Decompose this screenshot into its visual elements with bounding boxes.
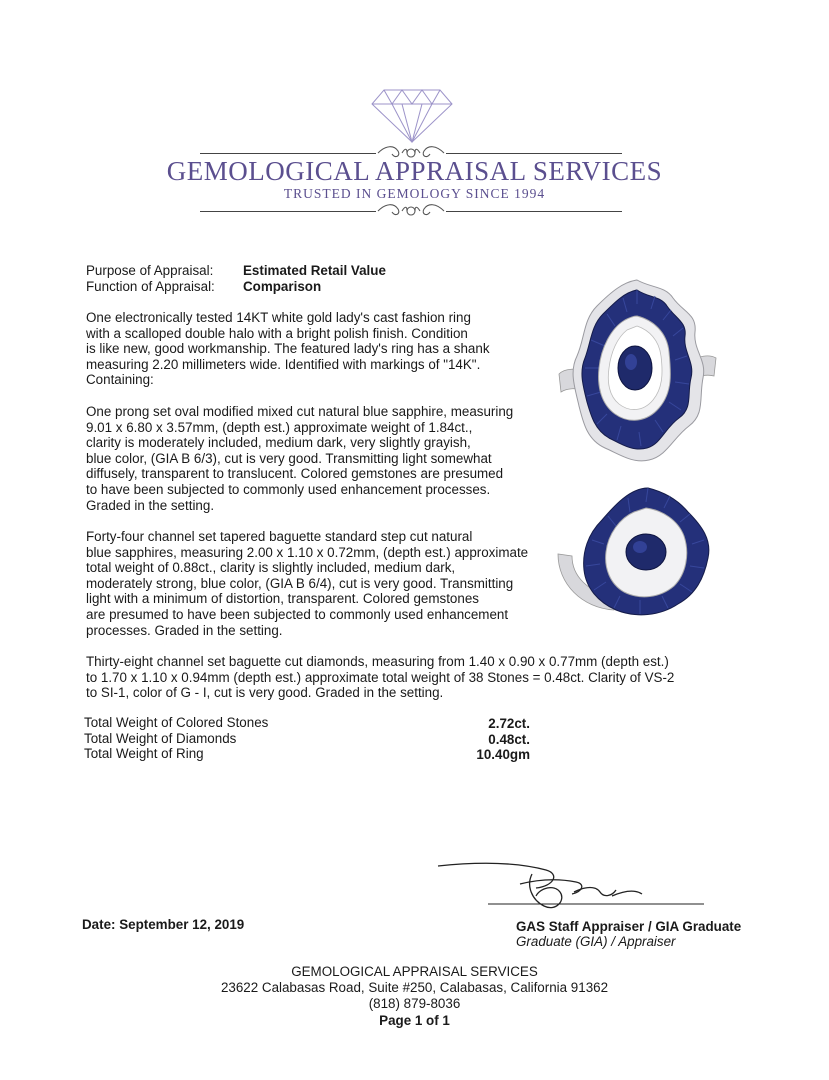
footer-address: 23622 Calabasas Road, Suite #250, Calabasas, California 91362 <box>220 980 609 995</box>
appraisal-date: Date: September 12, 2019 <box>82 917 245 932</box>
footer-phone: (818) 879-8036 <box>368 996 461 1011</box>
ring-photo-angled <box>552 484 722 624</box>
company-logo-title: GEMOLOGICAL APPRAISAL SERVICES <box>166 156 663 186</box>
appraiser-title: GAS Staff Appraiser / GIA Graduate <box>516 919 742 934</box>
center-sapphire-description: One prong set oval modified mixed cut natural blue sapphire, measuring 9.01 x 6.80 x 3.57mm, (depth est.) approximate weight of 1.84ct., clarity is moderately included, medium dark, very slightly grayish, blue color, (GIA B 6/3), cut is very good. Transmitting light somewhat diffusely, transparent to translucent. Colored gemstones are presumed to have been subjected to commonly used enhancement processes. Graded in the setting. <box>86 404 514 513</box>
function-label: Function of Appraisal: <box>86 279 215 294</box>
ring-photo-top <box>555 276 720 466</box>
scroll-ornament-bottom-icon <box>376 200 446 222</box>
baguette-sapphire-description: Forty-four channel set tapered baguette standard step cut natural blue sapphires, measuring 2.00 x 1.10 x 0.72mm, (depth est.) approximate total weight of 0.88ct., clarity is slightly included, medium dark, moderately strong, blue color, (GIA B 6/4), cut is very good. Transmitting light with a minimum of distortion, transparent. Colored gemstones are presumed to have been subjected to commonly used enhancement processes. Graded in the setting. <box>86 529 529 638</box>
total-diamonds-value: 0.48ct. <box>488 732 530 747</box>
appraiser-subtitle: Graduate (GIA) / Appraiser <box>516 934 676 949</box>
purpose-label: Purpose of Appraisal: <box>86 263 214 278</box>
function-value: Comparison <box>243 279 322 294</box>
page-number: Page 1 of 1 <box>379 1013 450 1028</box>
purpose-value: Estimated Retail Value <box>243 263 386 278</box>
diamond-logo-icon <box>370 88 454 144</box>
header-bottom-rule <box>200 211 376 212</box>
header-top-rule <box>200 153 376 154</box>
header-top-rule-right <box>446 153 622 154</box>
header-bottom-rule-right <box>446 211 622 212</box>
total-ring-value: 10.40gm <box>476 747 530 762</box>
ring-description: One electronically tested 14KT white gold lady's cast fashion ring with a scalloped double halo with a bright polish finish. Condition is like new, good workmanship. The featured lady's ring has a shank measuring 2.20 millimeters wide. Identified with markings of "14K". Containing: <box>86 310 490 388</box>
total-colored-stones-value: 2.72ct. <box>488 716 530 731</box>
total-diamonds-label: Total Weight of Diamonds <box>84 731 237 746</box>
diamond-description: Thirty-eight channel set baguette cut diamonds, measuring from 1.40 x 0.90 x 0.77mm (depth est.) to 1.70 x 1.10 x 0.94mm (depth est.) approximate total weight of 38 Stones = 0.48ct. Clarity of VS-2 to SI-1, color of G - I, cut is very good. Graded in the setting. <box>86 654 675 701</box>
company-tagline: TRUSTED IN GEMOLOGY SINCE 1994 <box>283 186 546 201</box>
footer-company: GEMOLOGICAL APPRAISAL SERVICES <box>291 964 538 979</box>
total-colored-stones-label: Total Weight of Colored Stones <box>84 715 269 730</box>
total-ring-label: Total Weight of Ring <box>84 746 204 761</box>
appraiser-signature <box>436 856 726 916</box>
